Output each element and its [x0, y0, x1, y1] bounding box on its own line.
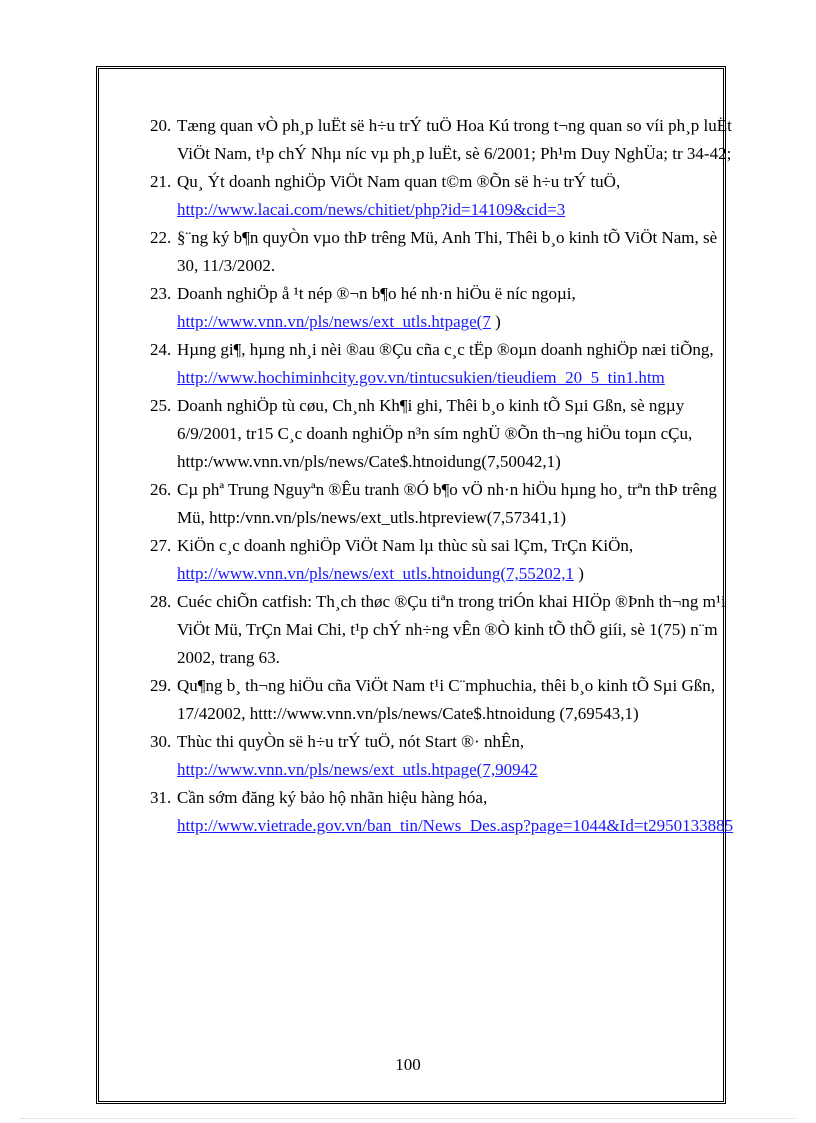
reference-text: §¨ng ký b¶n quyÒn vµo thÞ trêng Mü, Anh Thi, Thêi b¸o kinh tÕ ViÖt Nam, sè 30, 11/3/2002.	[177, 228, 718, 275]
reference-item-24	[150, 336, 740, 392]
reference-item-22	[150, 224, 740, 280]
reference-link[interactable]: http://www.vnn.vn/pls/news/ext_utls.htnoidung(7,55202,1	[177, 564, 574, 583]
reference-link[interactable]: http://www.lacai.com/news/chitiet/php?id=14109&cid=3	[177, 200, 566, 219]
reference-item-29	[150, 672, 740, 728]
reference-text: Doanh nghiÖp å ¹t nép ®¬n b¶o hé nh·n hiÖu ë níc ngoµi,	[177, 284, 576, 303]
reference-number: 25.	[150, 396, 172, 415]
reference-link[interactable]: http://www.vnn.vn/pls/news/ext_utls.htpage(7	[177, 312, 491, 331]
reference-number: 31.	[150, 788, 172, 807]
page-break-divider	[20, 1118, 796, 1119]
reference-number: 26.	[150, 480, 172, 499]
reference-number: 21.	[150, 172, 172, 191]
reference-item-31	[150, 784, 740, 840]
reference-number: 29.	[150, 676, 172, 695]
reference-item-30	[150, 728, 740, 784]
reference-text: Thùc thi quyÒn së h÷u trÝ tuÖ, nót Start ®· nhÊn,	[177, 732, 525, 751]
reference-text: Cµ phª Trung Nguyªn ®Êu tranh ®Ó b¶o vÖ nh·n hiÖu hµng ho¸ trªn thÞ trêng Mü, http:/vnn.vn/pls/news/ext_utls.htpreview(7,57341,1)	[177, 480, 717, 527]
reference-text: Tæng quan vÒ ph¸p luËt së h÷u trÝ tuÖ Hoa Kú trong t¬ng quan so víi ph¸p luËt ViÖt Nam, t¹p chÝ Nhµ níc vµ ph¸p luËt, sè 6/2001; Ph¹m Duy NghÜa; tr 34-42;	[177, 116, 732, 163]
reference-item-20	[150, 112, 740, 168]
reference-text: Qu¸ Ýt doanh nghiÖp ViÖt Nam quan t©m ®Õn së h÷u trÝ tuÖ,	[177, 172, 621, 191]
reference-number: 22.	[150, 228, 172, 247]
reference-number: 20.	[150, 116, 172, 135]
reference-number: 24.	[150, 340, 172, 359]
reference-item-25	[150, 392, 740, 476]
reference-item-21	[150, 168, 740, 224]
reference-number: 27.	[150, 536, 172, 555]
reference-item-23: 23. Doanh nghiÖp å ¹t nép ®¬n b¶o hé nh·n hiÖu ë níc ngoµi, http://www.vnn.vn/pls/news/ext_utls.htpage(7 )	[150, 280, 740, 336]
reference-number: 28.	[150, 592, 172, 611]
reference-number: 30.	[150, 732, 172, 751]
reference-list	[150, 112, 740, 840]
page-number: 100	[395, 1055, 421, 1074]
reference-link[interactable]: http://www.hochiminhcity.gov.vn/tintucsukien/tieudiem_20_5_tin1.htm	[177, 368, 665, 387]
reference-item-27: 27. KiÖn c¸c doanh nghiÖp ViÖt Nam lµ thùc sù sai lÇm, TrÇn KiÖn, http://www.vnn.vn/pls/news/ext_utls.htnoidung(7,55202,1 )	[150, 532, 740, 588]
reference-text: Cuéc chiÕn catfish: Th¸ch thøc ®Çu tiªn trong triÓn khai HIÖp ®Þnh th¬ng m¹i ViÖt Mü, TrÇn Mai Chi, t¹p chÝ nh÷ng vÊn ®Ò kinh tÕ thÕ giíi, sè 1(75) n¨m 2002, trang 63.	[177, 592, 726, 667]
reference-number: 23.	[150, 284, 172, 303]
reference-text: KiÖn c¸c doanh nghiÖp ViÖt Nam lµ thùc sù sai lÇm, TrÇn KiÖn,	[177, 536, 634, 555]
reference-text: Hµng gi¶, hµng nh¸i nèi ®au ®Çu cña c¸c tËp ®oµn doanh nghiÖp næi tiÕng,	[177, 340, 714, 359]
reference-link[interactable]: http://www.vnn.vn/pls/news/ext_utls.htpage(7,90942	[177, 760, 538, 779]
reference-text: Qu¶ng b¸ th¬ng hiÖu cña ViÖt Nam t¹i C¨mphuchia, thêi b¸o kinh tÕ Sµi Gßn, 17/42002, httt://www.vnn.vn/pls/news/Cate$.htnoidung (7,69543,1)	[177, 676, 715, 723]
reference-item-28	[150, 588, 740, 672]
reference-link[interactable]: http://www.vietrade.gov.vn/ban_tin/News_Des.asp?page=1044&Id=t2950133885	[177, 816, 734, 835]
reference-text: Cần sớm đăng ký bảo hộ nhãn hiệu hàng hóa,	[177, 788, 488, 807]
reference-text: Doanh nghiÖp tù cøu, Ch¸nh Kh¶i ghi, Thêi b¸o kinh tÕ Sµi Gßn, sè ngµy 6/9/2001, tr15 C¸c doanh nghiÖp n³n sím nghÜ ®Õn th¬ng hiÖu toµn cÇu, http:/www.vnn.vn/pls/news/Cate$.htnoidung(7,50042,1)	[177, 396, 693, 471]
reference-item-26	[150, 476, 740, 532]
